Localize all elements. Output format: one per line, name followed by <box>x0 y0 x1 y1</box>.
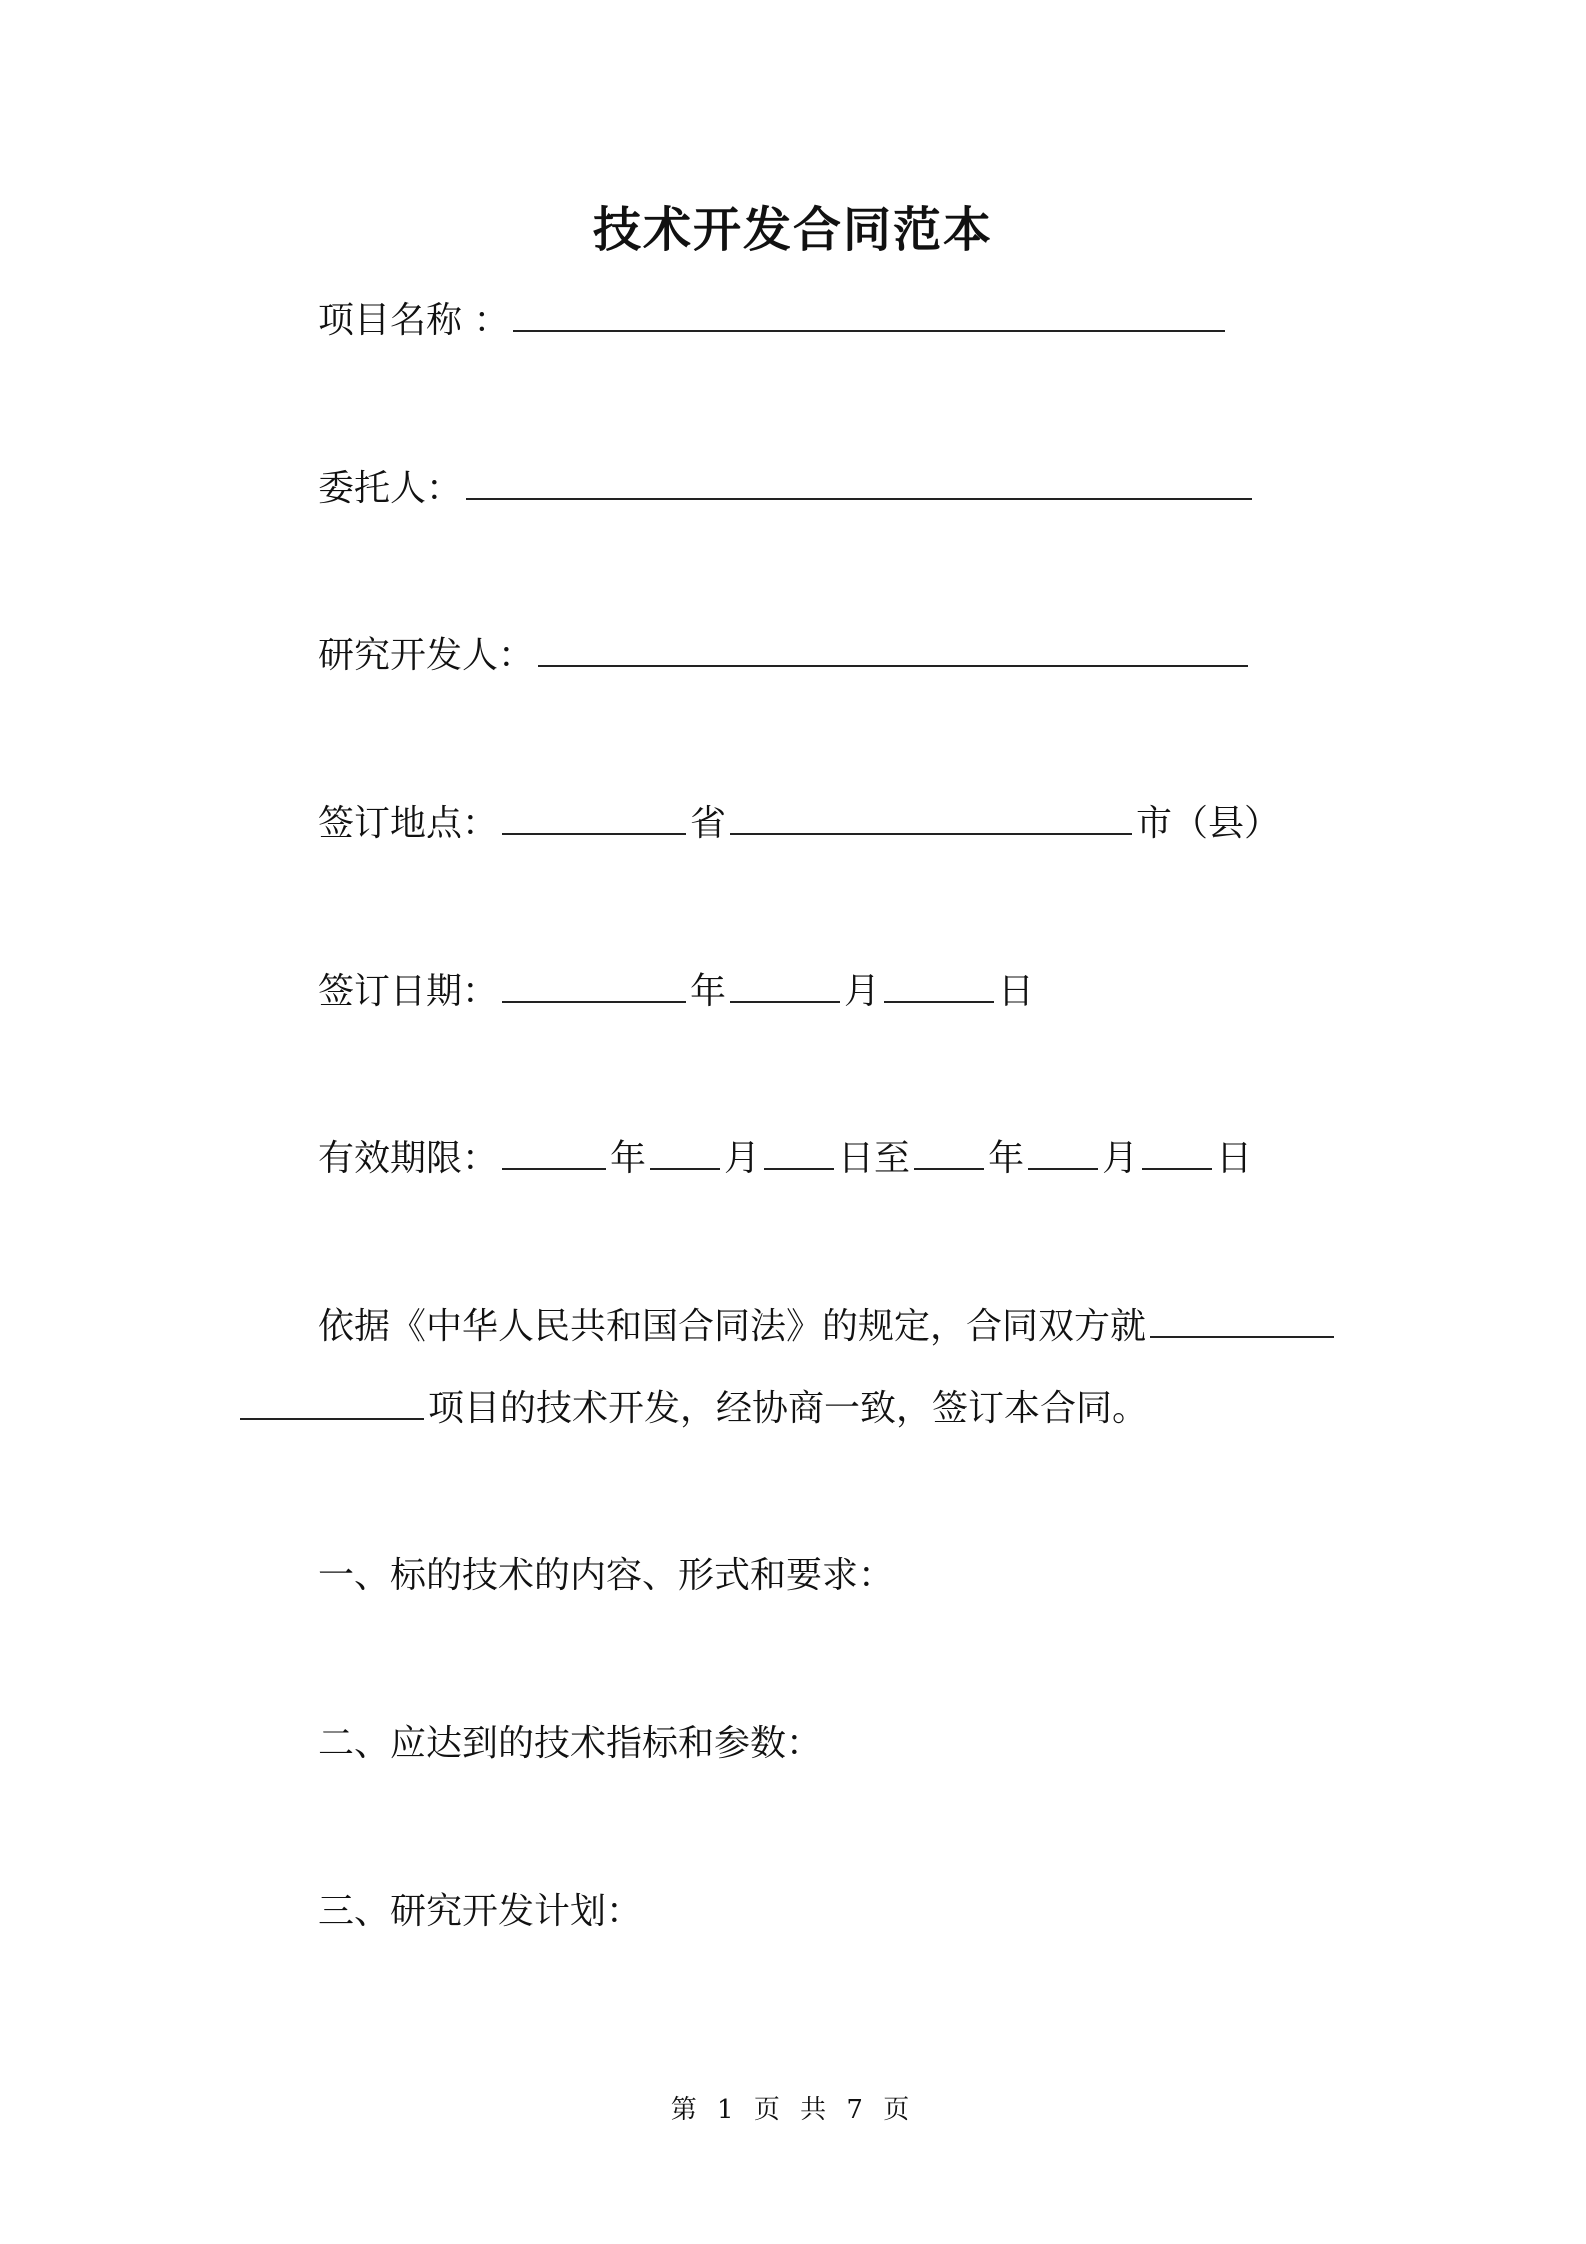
document-title: 技术开发合同范本 <box>592 202 993 258</box>
validity-label: 有效期限： <box>318 1138 499 1179</box>
city-label: 市（县） <box>1136 803 1281 844</box>
city-blank <box>730 795 1132 835</box>
validity-end-year-label: 年 <box>988 1138 1025 1179</box>
sign-day-blank <box>884 963 994 1003</box>
developer-blank <box>538 627 1248 667</box>
intro-paragraph-line2 <box>240 1380 1148 1432</box>
validity-end-day-blank <box>1142 1130 1212 1170</box>
project-name-row <box>318 292 1229 344</box>
sign-date-label: 签订日期： <box>318 971 499 1012</box>
validity-start-day-blank <box>764 1130 834 1170</box>
province-blank <box>502 795 686 835</box>
intro-blank-2 <box>240 1380 424 1420</box>
validity-start-year-blank <box>502 1130 606 1170</box>
sign-day-label: 日 <box>998 971 1035 1012</box>
validity-end-month-blank <box>1028 1130 1098 1170</box>
validity-start-month-blank <box>650 1130 720 1170</box>
sign-month-blank <box>730 963 840 1003</box>
sign-place-row <box>318 795 1280 847</box>
validity-day-to-label: 日至 <box>838 1138 911 1179</box>
validity-end-day-label: 日 <box>1216 1138 1253 1179</box>
page-footer: 第 1 页 共 7 页 <box>670 2095 916 2125</box>
project-name-label: 项目名称 ： <box>318 300 510 341</box>
validity-start-month-label: 月 <box>724 1138 761 1179</box>
developer-row <box>318 627 1252 679</box>
section-2-heading: 二、应达到的技术指标和参数： <box>318 1723 823 1764</box>
sign-year-label: 年 <box>690 971 727 1012</box>
sign-year-blank <box>502 963 686 1003</box>
developer-label: 研究开发人： <box>318 635 535 676</box>
client-row <box>318 460 1256 512</box>
client-blank <box>466 460 1252 500</box>
intro-text-part2: 项目的技术开发，经协商一致，签订本合同。 <box>428 1388 1149 1429</box>
validity-start-year-label: 年 <box>610 1138 647 1179</box>
project-name-blank <box>513 292 1225 332</box>
section-3-heading: 三、研究开发计划： <box>318 1891 643 1932</box>
sign-date-row <box>318 963 1034 1015</box>
validity-end-month-label: 月 <box>1102 1138 1139 1179</box>
intro-blank-1 <box>1150 1298 1334 1338</box>
validity-end-year-blank <box>914 1130 984 1170</box>
client-label: 委托人： <box>318 468 463 509</box>
province-label: 省 <box>690 803 727 844</box>
validity-row <box>318 1130 1252 1182</box>
section-1-heading: 一、标的技术的内容、形式和要求： <box>318 1555 895 1596</box>
sign-place-label: 签订地点： <box>318 803 499 844</box>
intro-paragraph-line1 <box>318 1298 1338 1350</box>
intro-text-part1: 依据《中华人民共和国合同法》的规定，合同双方就 <box>318 1306 1147 1347</box>
sign-month-label: 月 <box>844 971 881 1012</box>
